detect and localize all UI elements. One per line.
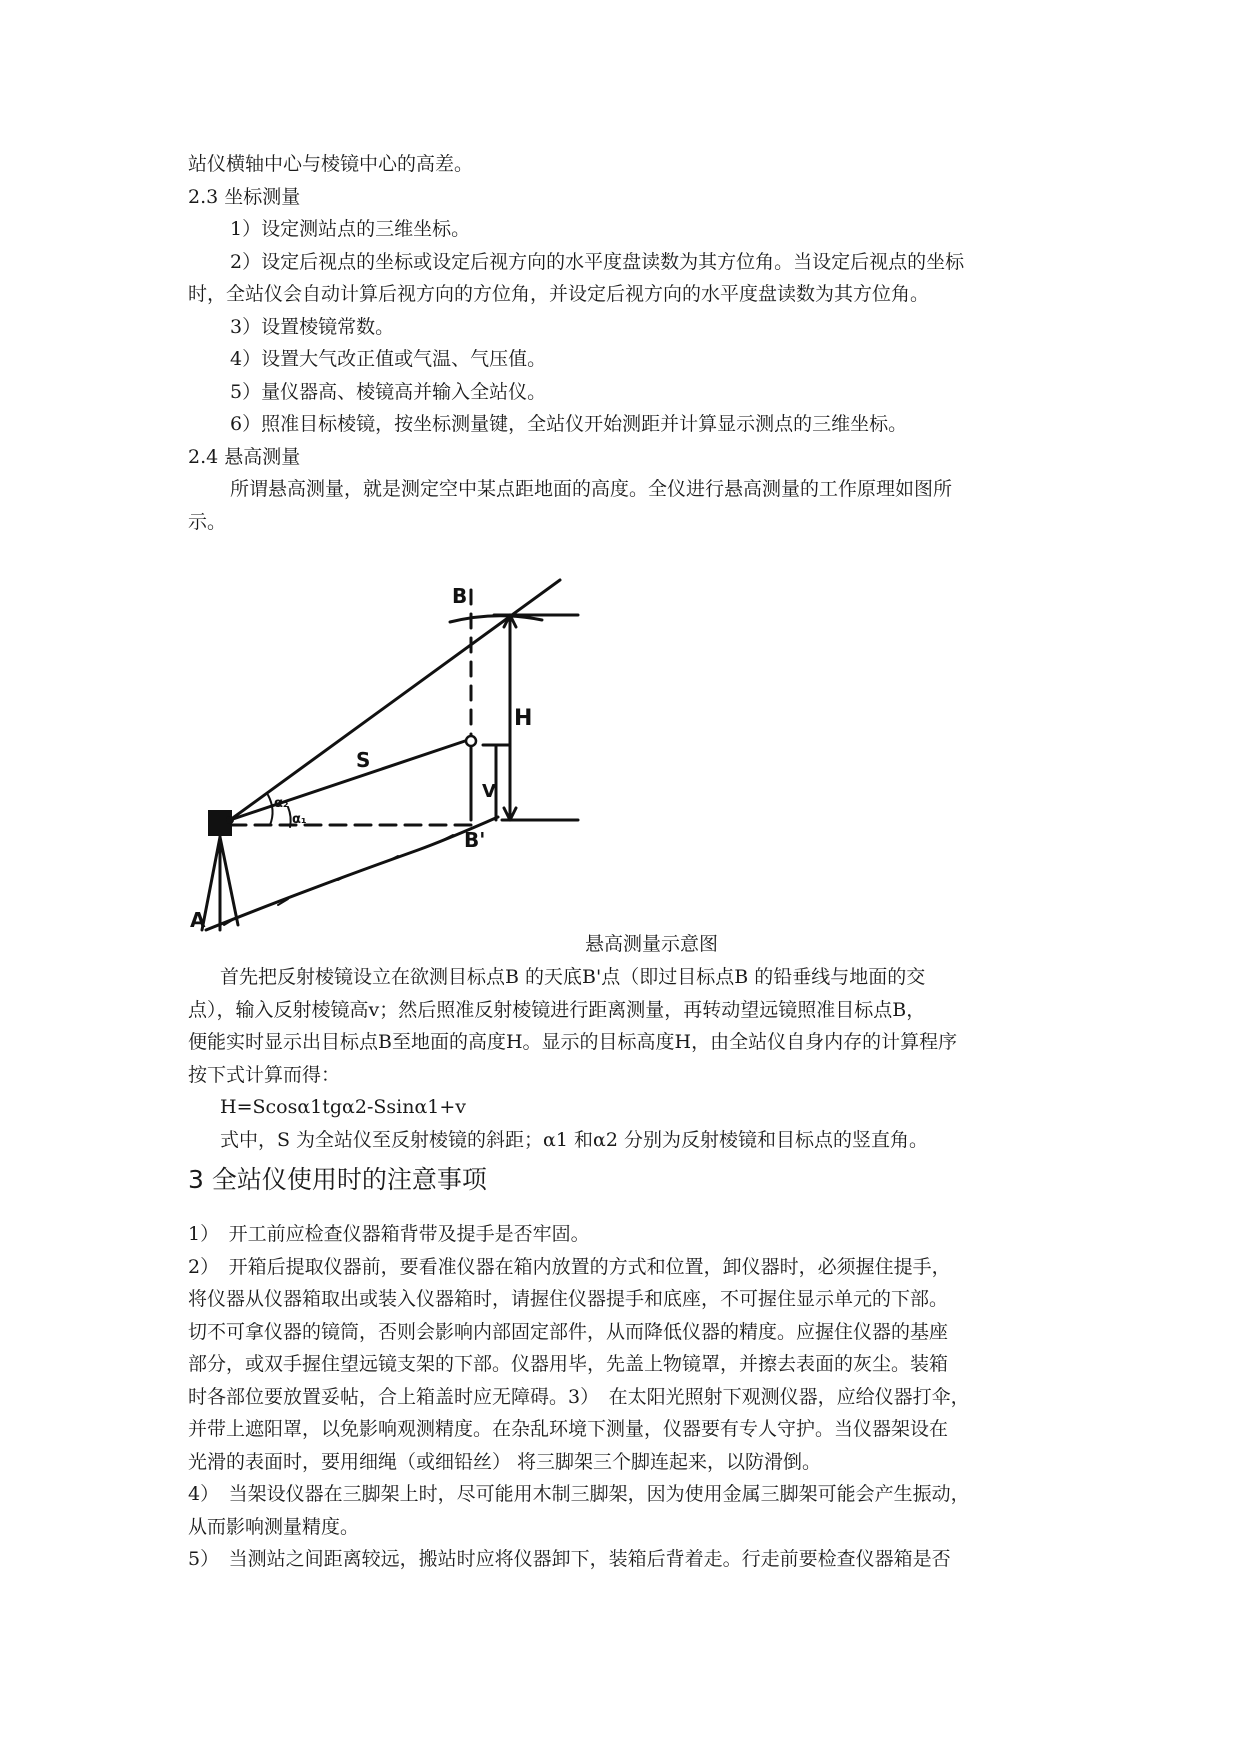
paragraph-line: 光滑的表面时，要用细绳（或细铅丝） 将三脚架三个脚连起来，以防滑倒。: [188, 1451, 822, 1473]
slope-distance-line: [230, 740, 468, 820]
target-curve: [450, 616, 542, 622]
label-S: S: [356, 748, 371, 772]
formula: H=Scosα1tgα2-Ssinα1+v: [220, 1096, 467, 1118]
list-item: 1） 开工前应检查仪器箱背带及提手是否牢固。: [188, 1223, 590, 1245]
suspended-height-diagram: [188, 575, 608, 945]
section-heading-2-4: 2.4 悬高测量: [188, 446, 301, 468]
prism-icon: [466, 736, 476, 746]
list-item: 5） 当测站之间距离较远，搬站时应将仪器卸下，装箱后背着走。行走前要检查仪器箱是否: [188, 1548, 951, 1570]
list-item: 4）设置大气改正值或气温、气压值。: [230, 348, 547, 370]
paragraph-line: 并带上遮阳罩，以免影响观测精度。在杂乱环境下测量，仪器要有专人守护。当仪器架设在: [188, 1418, 949, 1440]
label-B-prime: B': [464, 828, 486, 852]
list-item: 3）设置棱镜常数。: [230, 316, 395, 338]
label-v: V: [482, 781, 496, 802]
label-A: A: [190, 908, 206, 932]
figure-caption: 悬高测量示意图: [585, 933, 719, 955]
paragraph-line: 时各部位要放置妥帖，合上箱盖时应无障碍。3） 在太阳光照射下观测仪器，应给仪器打伞，: [188, 1386, 970, 1408]
paragraph-line: 式中，S 为全站仪至反射棱镜的斜距；α1 和α2 分别为反射棱镜和目标点的竖直角。: [220, 1129, 928, 1151]
label-H: H: [514, 706, 533, 731]
text-line: 时，全站仪会自动计算后视方向的方位角，并设定后视方向的水平度盘读数为其方位角。: [188, 283, 930, 305]
list-item: 2）设定后视点的坐标或设定后视方向的水平度盘读数为其方位角。当设定后视点的坐标: [230, 251, 965, 273]
label-alpha1: α₁: [292, 812, 307, 827]
list-item: 1）设定测站点的三维坐标。: [230, 218, 471, 240]
paragraph-line: 部分，或双手握住望远镜支架的下部。仪器用毕，先盖上物镜罩，并擦去表面的灰尘。装箱: [188, 1353, 949, 1375]
paragraph-line: 点），输入反射棱镜高v；然后照准反射棱镜进行距离测量，再转动望远镜照准目标点B，: [188, 999, 926, 1021]
paragraph-line: 从而影响测量精度。: [188, 1516, 360, 1538]
ground-line: [206, 817, 498, 930]
paragraph-line: 示。: [188, 511, 227, 533]
section-heading-2-3: 2.3 坐标测量: [188, 186, 301, 208]
section-heading-3: 3 全站仪使用时的注意事项: [188, 1165, 487, 1194]
label-alpha2: α₂: [274, 796, 289, 811]
list-item: 6）照准目标棱镜，按坐标测量键，全站仪开始测距并计算显示测点的三维坐标。: [230, 413, 908, 435]
paragraph-line: 所谓悬高测量，就是测定空中某点距地面的高度。全仪进行悬高测量的工作原理如图所: [230, 478, 953, 500]
text-line: 站仪横轴中心与棱镜中心的高差。: [188, 153, 474, 175]
paragraph-line: 切不可拿仪器的镜筒，否则会影响内部固定部件，从而降低仪器的精度。应握住仪器的基座: [188, 1321, 949, 1343]
paragraph-line: 首先把反射棱镜设立在欲测目标点B 的天底B'点（即过目标点B 的铅垂线与地面的交: [220, 966, 926, 988]
list-item: 2） 开箱后提取仪器前，要看准仪器在箱内放置的方式和位置，卸仪器时，必须握住提手，: [188, 1256, 951, 1278]
paragraph-line: 将仪器从仪器箱取出或装入仪器箱时，请握住仪器提手和底座，不可握住显示单元的下部。: [188, 1288, 949, 1310]
list-item: 4） 当架设仪器在三脚架上时，尽可能用木制三脚架，因为使用金属三脚架可能会产生振动，: [188, 1483, 970, 1505]
label-B: B: [452, 584, 468, 608]
paragraph-line: 便能实时显示出目标点B至地面的高度H。显示的目标高度H，由全站仪自身内存的计算程序: [188, 1031, 958, 1053]
list-item: 5）量仪器高、棱镜高并输入全站仪。: [230, 381, 547, 403]
paragraph-line: 按下式计算而得：: [188, 1064, 341, 1086]
